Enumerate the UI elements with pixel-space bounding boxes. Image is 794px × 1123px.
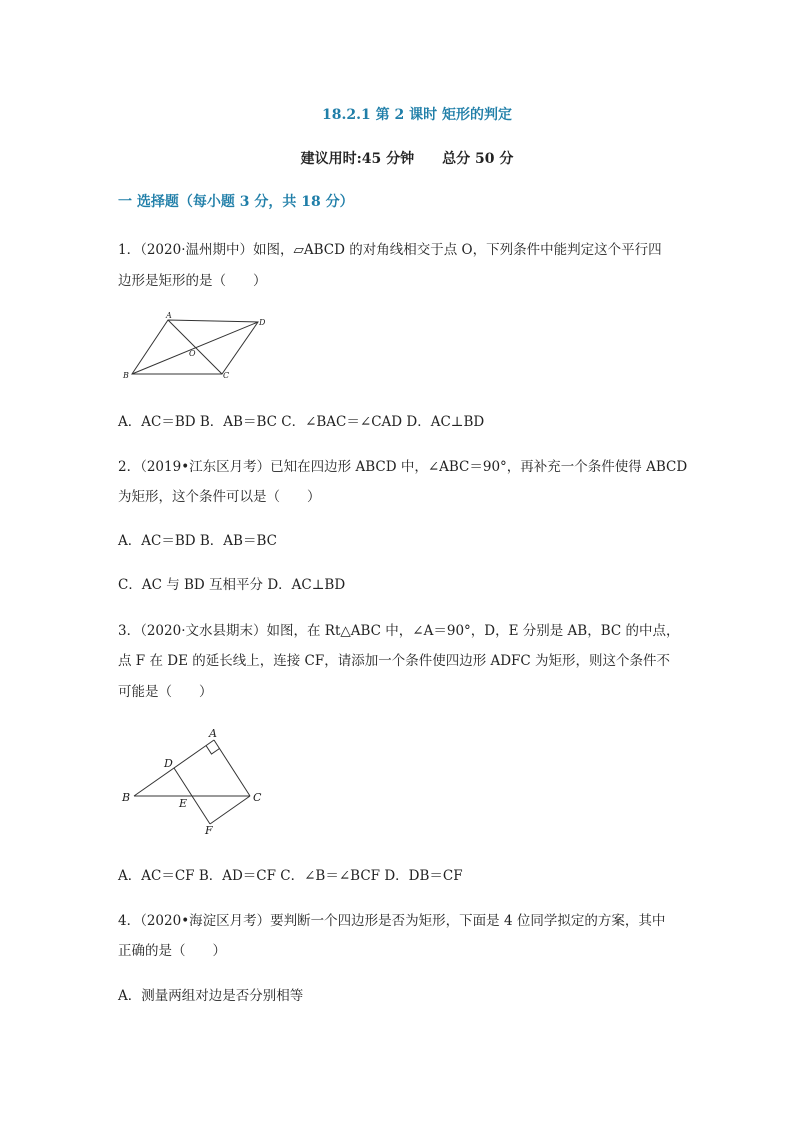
q1-parallelogram-figure <box>118 310 278 382</box>
label-e: E <box>179 797 188 810</box>
q3-stem-line1: 3．（2020·文水县期末）如图，在 Rt△ABC 中，∠A＝90°，D，E 分别是 AB，BC 的中点， <box>118 623 680 639</box>
segment-cf <box>210 796 250 824</box>
right-angle-mark <box>206 746 220 755</box>
label-b: B <box>123 371 129 380</box>
q3-options: A．AC＝CF B．AD＝CF C．∠B＝∠BCF D．DB＝CF <box>118 868 463 884</box>
time-and-score <box>0 148 794 168</box>
q2-stem-line2: 为矩形，这个条件可以是（ ） <box>118 489 321 505</box>
q1-stem-line1: 1．（2020·温州期中）如图，▱ABCD 的对角线相交于点 O，下列条件中能判定这个平行四 <box>118 242 662 258</box>
q1-stem-line2: 边形是矩形的是（ ） <box>118 273 267 289</box>
diagonal-ac <box>168 320 222 374</box>
suggested-time: 建议用时:45 分钟 <box>300 151 415 167</box>
label-c: C <box>223 371 230 380</box>
diagonal-bd <box>132 322 258 374</box>
q1-options: A．AC＝BD B．AB＝BC C．∠BAC＝∠CAD D．AC⊥BD <box>118 414 485 430</box>
label-d: D <box>259 318 266 327</box>
label-a: A <box>209 727 217 740</box>
q2-options-cd: C．AC 与 BD 互相平分 D．AC⊥BD <box>118 577 346 593</box>
label-b: B <box>122 791 131 804</box>
q4-stem-line2: 正确的是（ ） <box>118 943 226 959</box>
q4-stem-line1: 4．（2020•海淀区月考）要判断一个四边形是否为矩形，下面是 4 位同学拟定的方案，其中 <box>118 913 666 929</box>
q3-stem-line2: 点 F 在 DE 的延长线上，连接 CF，请添加一个条件使四边形 ADFC 为矩形，则这个条件不 <box>118 653 671 669</box>
q2-stem-line1: 2．（2019•江东区月考）已知在四边形 ABCD 中，∠ABC＝90°，再补充一个条件使得 ABCD <box>118 459 688 475</box>
label-c: C <box>253 791 262 804</box>
q2-options-ab: A．AC＝BD B．AB＝BC <box>118 533 277 549</box>
label-o: O <box>189 349 196 358</box>
page-title: 18.2.1 第 2 课时 矩形的判定 <box>322 107 512 123</box>
section-heading: 一 选择题（每小题 3 分，共 18 分） <box>118 194 354 210</box>
label-a: A <box>166 311 172 320</box>
q3-triangle-figure <box>118 722 278 842</box>
q3-stem-line3: 可能是（ ） <box>118 684 213 700</box>
label-f: F <box>205 824 213 837</box>
total-score: 总分 50 分 <box>442 151 514 167</box>
q4-option-a: A．测量两组对边是否分别相等 <box>118 988 304 1004</box>
label-d: D <box>164 757 173 770</box>
